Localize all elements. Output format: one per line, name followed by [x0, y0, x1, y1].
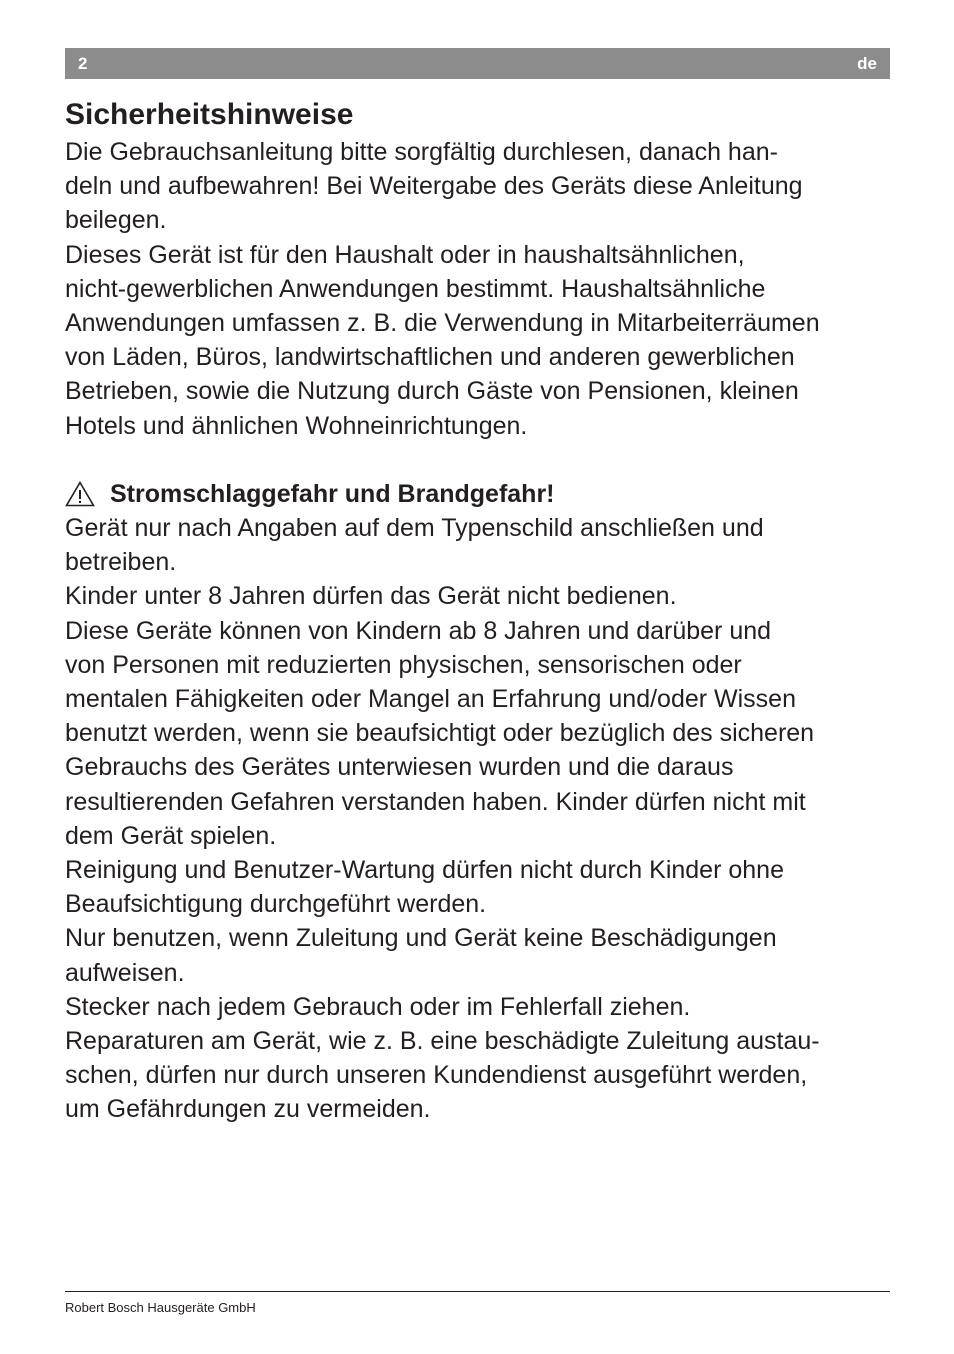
warning-paragraph: Nur benutzen, wenn Zuleitung und Gerät keine Beschädigungen aufweisen. — [65, 924, 777, 987]
page-header-bar — [65, 48, 890, 79]
warning-triangle-icon — [65, 481, 95, 507]
main-content — [65, 95, 895, 1127]
intro-paragraph: Die Gebrauchsanleitung bitte sorgfältig durchlesen, danach han- deln und aufbewahren! Bei Weitergabe des Geräts diese Anleitung beilegen. — [65, 138, 803, 235]
intro-paragraph: Dieses Gerät ist für den Haushalt oder in haushaltsähnlichen, nicht-gewerblichen Anwendungen bestimmt. Haushaltsähnliche Anwendungen umfassen z. B. die Verwendung in Mitarbeiterräumen von Läden, Büros, landwirtschaftlichen und anderen gewerblichen Betrieben, sowie die Nutzung durch Gäste von Pensionen, kleinen Hotels und ähnlichen Wohneinrichtungen. — [65, 240, 820, 440]
warning-paragraph: Reinigung und Benutzer-Wartung dürfen nicht durch Kinder ohne Beaufsichtigung durchgeführt werden. — [65, 856, 784, 919]
warning-heading-text: Stromschlaggefahr und Brandgefahr! — [110, 479, 555, 508]
language-code: de — [857, 54, 877, 73]
warning-paragraph: Diese Geräte können von Kindern ab 8 Jahren und darüber und von Personen mit reduzierten physischen, sensorischen oder mentalen Fähigkeiten oder Mangel an Erfahrung und/oder Wissen benutzt werden, wenn sie beaufsichtigt oder bezüglich des sicheren Gebrauchs des Gerätes unterwiesen wurden und die daraus resultierenden Gefahren verstanden haben. Kinder dürfen nicht mit dem Gerät spielen. — [65, 616, 815, 850]
warning-heading-row — [65, 477, 895, 511]
section-spacer — [65, 443, 895, 477]
footer-divider — [65, 1291, 890, 1292]
footer-company: Robert Bosch Hausgeräte GmbH — [65, 1300, 256, 1315]
section-title: Sicherheitshinweise — [65, 98, 354, 131]
warning-paragraph: Gerät nur nach Angaben auf dem Typenschild anschließen und betreiben. — [65, 514, 764, 577]
warning-paragraph: Reparaturen am Gerät, wie z. B. eine beschädigte Zuleitung austau- schen, dürfen nur durch unseren Kundendienst ausgeführt werden, um Gefährdungen zu vermeiden. — [65, 1027, 820, 1124]
warning-paragraph: Kinder unter 8 Jahren dürfen das Gerät nicht bedienen. — [65, 582, 677, 611]
page-number: 2 — [78, 54, 88, 73]
warning-paragraph: Stecker nach jedem Gebrauch oder im Fehlerfall ziehen. — [65, 992, 691, 1021]
